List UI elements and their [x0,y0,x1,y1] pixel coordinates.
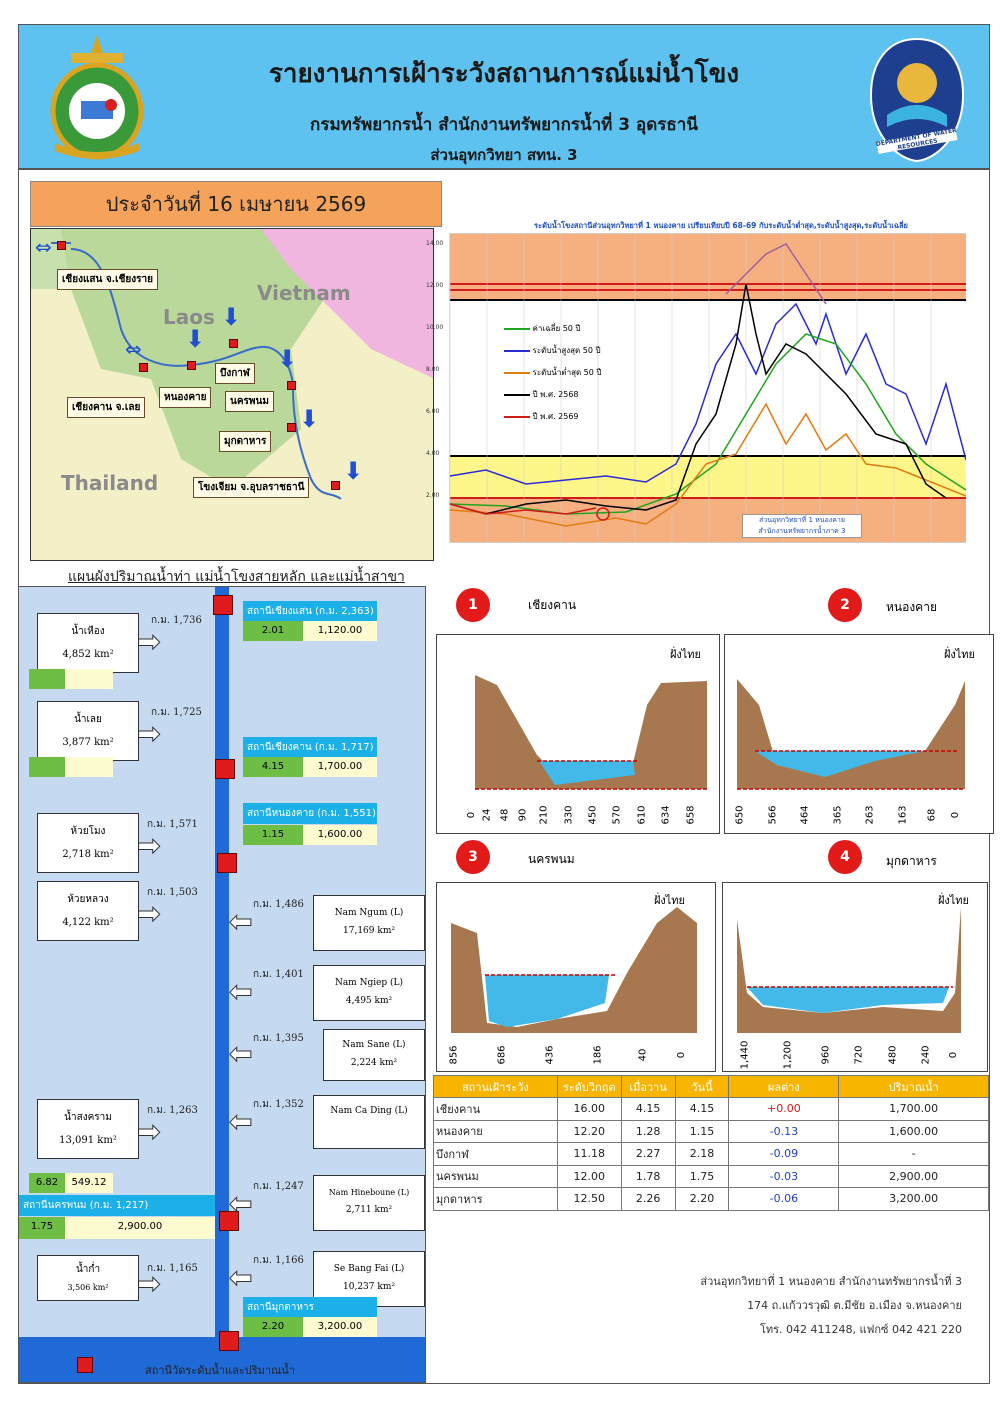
river-station [217,853,237,873]
arrow-icon: ⇔ [125,337,142,361]
report-date: ประจำวันที่ 16 เมษายน 2569 [30,181,442,227]
table-cell: 3,200.00 [839,1188,989,1211]
col-station: สถานเฝ้าระวัง [434,1076,558,1098]
station-level: 2.01 [243,621,303,641]
flow-diagram [18,586,426,1383]
tributary-box: น้ำเลย 3,877 km² [37,701,139,761]
tick-label: 856 [448,1045,460,1065]
section-badge: 1 [456,588,490,622]
tick-label: 610 [636,805,648,825]
songkhram-flow: 549.12 [65,1173,113,1193]
tick-label: 330 [563,805,575,825]
tick-label: 24 [481,808,493,822]
station-marker [287,381,296,390]
tick-label: 1,200 [782,1040,794,1070]
down-arrow-icon: ⬇ [185,325,206,353]
station-chiang-saen-label: สถานีเชียงแสน (ก.ม. 2,363) [243,601,377,622]
station-marker [229,339,238,348]
table-row [434,1098,989,1121]
section-ticks [737,1040,963,1070]
tick-label: 650 [734,805,746,825]
tick-label: 0 [466,811,478,819]
chart-legend [504,318,601,428]
map-label-chiang-khan: เชียงคาน จ.เลย [67,397,145,418]
table-cell: บึงกาฬ [434,1143,558,1166]
km-label: ก.ม. 1,401 [253,969,304,980]
tick-label: 686 [496,1045,508,1065]
table-cell: 12.50 [557,1188,621,1211]
legend-item: ปี พ.ศ. 2568 [504,384,601,406]
km-label: ก.ม. 1,571 [147,819,198,830]
chart-title: ระดับน้ำโขงสถานีส่วนอุทกวิทยาที่ 1 หนองคาย เปรียบเทียบปี 68-69 กับระดับน้ำต่ำสุด,ระดับน้ำสูงสุด,ระดับน้ำเฉลี่ย [534,221,908,230]
km-label: ก.ม. 1,725 [151,707,202,718]
tick-label: 566 [767,805,779,825]
station-flow: 3,200.00 [303,1317,377,1337]
tick-label: 365 [832,805,844,825]
tick-label: 163 [897,805,909,825]
diagram-legend-text: สถานีวัดระดับน้ำและปริมาณน้ำ [145,1364,295,1377]
tick-label: 40 [637,1048,649,1062]
station-flow: 1,120.00 [303,621,377,641]
station-level: 2.20 [243,1317,303,1337]
table-cell: 12.20 [557,1120,621,1143]
footer-address: 174 ถ.แก้ววรวุฒิ ต.มีชัย อ.เมือง จ.หนองคาย [747,1299,962,1312]
legend-item: ระดับน้ำต่ำสุด 50 ปี [504,362,601,384]
section-badge: 3 [456,840,490,874]
table-cell: 12.00 [557,1165,621,1188]
table-cell: 1.28 [621,1120,675,1143]
down-arrow-icon: ⬇ [343,457,364,485]
report-title: รายงานการเฝ้าระวังสถานการณ์แม่น้ำโขง [268,59,740,89]
bank-label: ฝั่งไทย [653,894,685,907]
table-cell: 1,700.00 [839,1098,989,1121]
chart-note: ส่วนอุทกวิทยาที่ 1 หนองคาย สำนักงานทรัพยากรน้ำภาค 3 [742,514,862,538]
arrow-right-icon: ➡ [137,625,161,658]
tick-label: 450 [587,805,599,825]
table-cell: - [839,1143,989,1166]
arrow-icon: ⇔ [35,235,52,259]
section-ticks [734,803,965,827]
km-label: ก.ม. 1,486 [253,899,304,910]
table-row [434,1120,989,1143]
station-nong-khai-label: สถานีหนองคาย (ก.ม. 1,551) [243,803,377,824]
col-yesterday: เมื่อวาน [621,1076,675,1098]
tick-label: 1,440 [739,1040,751,1070]
legend-item: ระดับน้ำสูงสุด 50 ปี [504,340,601,362]
tick-label: 480 [887,1045,899,1065]
tick-label: 0 [947,1051,959,1059]
section-name: เชียงคาน [528,598,577,612]
tributary-box: Se Bang Fai (L) 10,237 km² [313,1251,425,1307]
header-banner [18,24,990,169]
tributary-box: น้ำก่ำ 3,506 km² [37,1255,139,1301]
down-arrow-icon: ⬇ [221,303,242,331]
mekong-map [30,228,434,561]
division-line: ส่วนอุทกวิทยา สทน. 3 [430,146,578,164]
table-cell: หนองคาย [434,1120,558,1143]
km-label: ก.ม. 1,166 [253,1255,304,1266]
table-row [434,1143,989,1166]
table-cell: 4.15 [675,1098,729,1121]
table-row [434,1165,989,1188]
table-cell: -0.06 [729,1188,839,1211]
water-level-chart [426,214,966,544]
arrow-left-icon: ⬅ [229,1187,253,1220]
tributary-box: ห้วยโมง 2,718 km² [37,813,139,873]
table-row [434,1188,989,1211]
table-cell: -0.13 [729,1120,839,1143]
tick-label: 90 [517,808,529,822]
y-tick: 14.00 [426,240,444,247]
y-tick: 6.00 [426,408,440,415]
station-flow: 2,900.00 [65,1217,215,1239]
col-today: วันนี้ [675,1076,729,1098]
station-marker [187,361,196,370]
tributary-box: Nam Ngiep (L) 4,495 km² [313,965,425,1021]
station-level: 1.15 [243,825,303,845]
tick-label: 210 [538,805,550,825]
tick-label: 570 [612,805,624,825]
table-header-row [434,1076,989,1098]
km-label: ก.ม. 1,247 [253,1181,304,1192]
table-cell: 1.78 [621,1165,675,1188]
section-name: หนองคาย [886,600,937,614]
cross-section-chiang-khan [436,634,720,834]
section-ticks [466,803,707,827]
arrow-left-icon: ⬅ [229,905,253,938]
station-marker [287,423,296,432]
section-badge: 2 [828,588,862,622]
table-cell: 2,900.00 [839,1165,989,1188]
laos-label: Laos [163,305,215,329]
department-line: กรมทรัพยากรน้ำ สำนักงานทรัพยากรน้ำที่ 3 อุดรธานี [310,115,698,135]
table-cell: 1,600.00 [839,1120,989,1143]
map-label-nakhon-phanom: นครพนม [225,391,274,412]
table-cell: 2.27 [621,1143,675,1166]
table-cell: มุกดาหาร [434,1188,558,1211]
tributary-box: ห้วยหลวง 4,122 km² [37,881,139,941]
tributary-box: Nam Ngum (L) 17,169 km² [313,895,425,951]
arrow-left-icon: ⬅ [229,975,253,1008]
logo-right-text: DEPARTMENT OF WATER RESOURCES [875,126,958,152]
y-tick: 4.00 [426,450,440,457]
tributary-box: Nam Sane (L) 2,224 km² [323,1029,425,1081]
legend-marker [77,1357,93,1373]
table-cell: เชียงคาน [434,1098,558,1121]
arrow-right-icon: ➡ [137,1267,161,1300]
arrow-left-icon: ⬅ [229,1261,253,1294]
footer-phone: โทร. 042 411248, แฟกซ์ 042 421 220 [759,1323,962,1336]
mekong-main-channel [215,587,229,1347]
monitoring-table [433,1075,989,1211]
arrow-left-icon: ⬅ [229,1105,253,1138]
station-marker [57,241,66,250]
table-cell: 1.15 [675,1120,729,1143]
table-cell: 11.18 [557,1143,621,1166]
table-cell: 4.15 [621,1098,675,1121]
y-tick: 8.00 [426,366,440,373]
down-arrow-icon: ⬇ [277,345,298,373]
vietnam-label: Vietnam [257,281,351,305]
tick-label: 720 [853,1045,865,1065]
map-label-chiang-saen: เชียงแสน จ.เชียงราย [57,269,158,290]
table-cell: -0.03 [729,1165,839,1188]
legend-item: ปี พ.ศ. 2569 [504,406,601,428]
station-chiang-khan-label: สถานีเชียงคาน (ก.ม. 1,717) [243,737,377,758]
tick-label: 658 [685,805,697,825]
table-cell: 2.18 [675,1143,729,1166]
arrow-right-icon: ➡ [137,829,161,862]
bank-label: ฝั่งไทย [669,648,701,661]
legend-item: ค่าเฉลี่ย 50 ปี [504,318,601,340]
tick-label: 186 [592,1045,604,1065]
tributary-box: Nam Ca Ding (L) [313,1095,425,1149]
arrow-right-icon: ➡ [137,897,161,930]
y-tick-labels [426,240,450,530]
tick-label: 240 [920,1045,932,1065]
y-tick: 10.00 [426,324,444,331]
thailand-label: Thailand [61,471,159,495]
table-cell: นครพนม [434,1165,558,1188]
map-label-nong-khai: หนองคาย [159,387,211,408]
table-cell: +0.00 [729,1098,839,1121]
y-tick: 2.00 [426,492,440,499]
km-label: ก.ม. 1,263 [147,1105,198,1116]
km-label: ก.ม. 1,352 [253,1099,304,1110]
tick-label: 48 [499,808,511,822]
station-nakhon-phanom-label: สถานีนครพนม (ก.ม. 1,217) [19,1195,215,1216]
tick-label: 464 [799,805,811,825]
table-cell: 2.20 [675,1188,729,1211]
tick-label: 960 [820,1045,832,1065]
cross-section-nong-khai [724,634,994,834]
footer-office: ส่วนอุทกวิทยาที่ 1 หนองคาย สำนักงานทรัพยากรน้ำที่ 3 [700,1275,962,1288]
col-critical: ระดับวิกฤต [557,1076,621,1098]
cross-section-mukdahan [722,882,988,1072]
tick-label: 436 [544,1045,556,1065]
y-tick: 12.00 [426,282,444,289]
station-marker [139,363,148,372]
tick-label: 634 [660,805,672,825]
bank-label: ฝั่งไทย [943,648,975,661]
bank-label: ฝั่งไทย [937,894,969,907]
col-flow: ปริมาณน้ำ [839,1076,989,1098]
station-marker [331,481,340,490]
river-station [215,759,235,779]
section-name: มุกดาหาร [886,854,937,868]
section-ticks [448,1043,691,1067]
arrow-right-icon: ➡ [137,717,161,750]
arrow-right-icon: ➡ [137,1115,161,1148]
diagram-title: แผนผังปริมาณน้ำท่า แม่น้ำโขงสายหลัก และแม่น้ำสาขา [68,569,405,585]
col-diff: ผลต่าง [729,1076,839,1098]
km-label: ก.ม. 1,165 [147,1263,198,1274]
station-mukdahan-label: สถานีมุกดาหาร [243,1297,377,1318]
water-resources-logo-right [867,35,967,165]
tributary-box: น้ำสงคราม 13,091 km² [37,1099,139,1159]
arrow-left-icon: ⬅ [229,1037,253,1070]
tick-label: 0 [675,1051,687,1059]
station-flow: 1,700.00 [303,757,377,777]
down-arrow-icon: ⬇ [299,405,320,433]
table-cell: 2.26 [621,1188,675,1211]
km-label: ก.ม. 1,736 [151,615,202,626]
tributary-box: น้ำเหือง 4,852 km² [37,613,139,673]
tick-label: 263 [864,805,876,825]
map-label-bueng-kan: บึงกาฬ [215,363,255,384]
station-level: 1.75 [19,1217,65,1239]
km-label: ก.ม. 1,395 [253,1033,304,1044]
cross-section-nakhon-phanom [436,882,716,1072]
km-label: ก.ม. 1,503 [147,887,198,898]
table-cell: -0.09 [729,1143,839,1166]
station-flow: 1,600.00 [303,825,377,845]
tributary-box: Nam Hineboune (L) 2,711 km² [313,1175,425,1231]
section-badge: 4 [828,840,862,874]
station-level: 4.15 [243,757,303,777]
tick-label: 68 [926,808,938,822]
songkhram-level: 6.82 [29,1173,65,1193]
tick-label: 0 [949,811,961,819]
map-label-mukdahan: มุกดาหาร [219,431,271,452]
river-station [213,595,233,615]
river-station [219,1331,239,1351]
map-label-khong-chiam: โขงเจียม จ.อุบลราชธานี [193,477,309,498]
table-cell: 16.00 [557,1098,621,1121]
table-cell: 1.75 [675,1165,729,1188]
section-name: นครพนม [528,852,575,866]
